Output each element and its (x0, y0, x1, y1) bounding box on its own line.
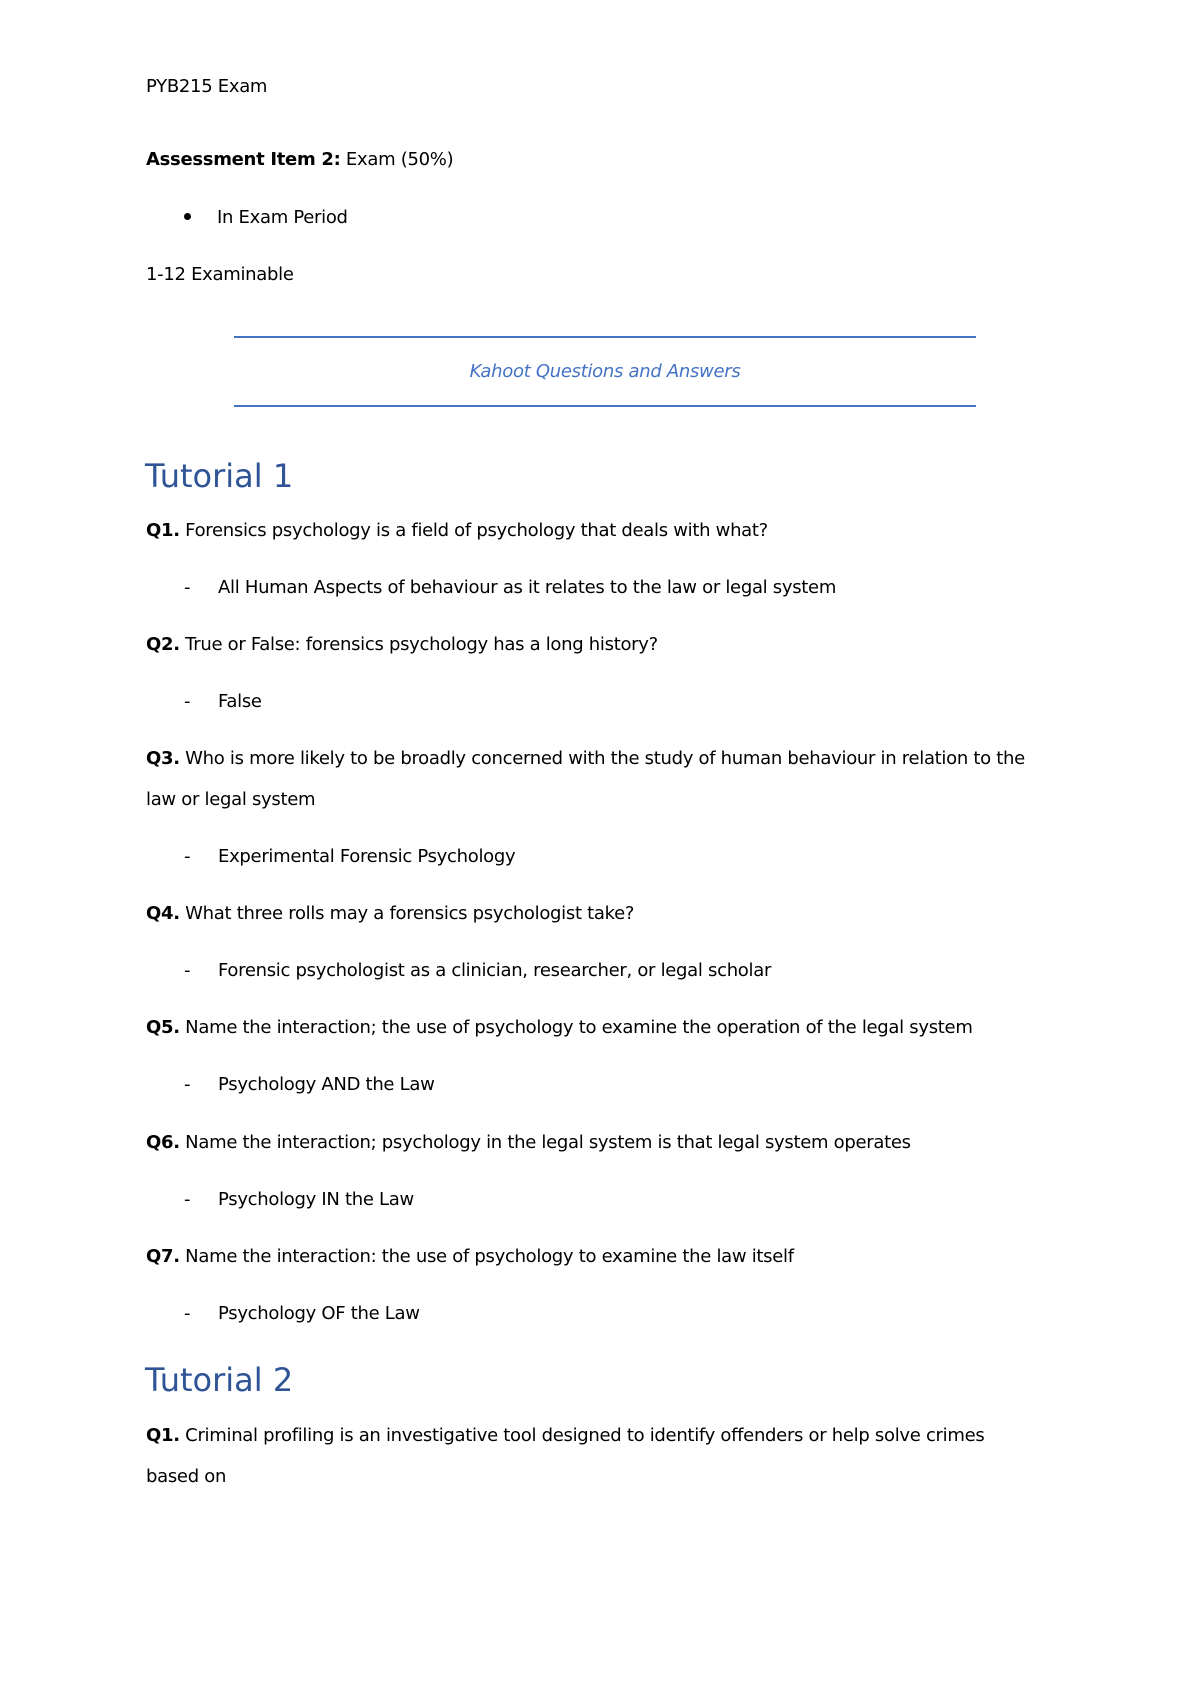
bullet-icon (184, 213, 191, 220)
question-5 (146, 1016, 973, 1040)
bullet-item (184, 206, 348, 230)
answer-text: Psychology OF the Law (218, 1303, 420, 1324)
question-3 (146, 747, 1025, 771)
question-text: Name the interaction; psychology in the legal system is that legal system operates (179, 1132, 911, 1153)
tutorial-2-question-1-continued: based on (146, 1466, 227, 1487)
question-3-continued: law or legal system (146, 789, 316, 810)
bullet-text: In Exam Period (217, 207, 348, 228)
question-text: True or False: forensics psychology has a long history? (179, 634, 658, 655)
question-label: Q2. (146, 634, 180, 655)
question-label: Q4. (146, 903, 180, 924)
answer-text: All Human Aspects of behaviour as it relates to the law or legal system (218, 577, 837, 598)
question-text: Name the interaction; the use of psychology to examine the operation of the legal system (179, 1017, 973, 1038)
answer-3: - Experimental Forensic Psychology (184, 846, 516, 867)
quote-top-rule (234, 336, 976, 338)
examinable-note: 1-12 Examinable (146, 264, 294, 285)
question-text: Forensics psychology is a field of psychology that deals with what? (179, 520, 768, 541)
question-1 (146, 519, 768, 543)
question-label: Q7. (146, 1246, 180, 1267)
answer-7: - Psychology OF the Law (184, 1303, 420, 1324)
question-text: Who is more likely to be broadly concerned with the study of human behaviour in relation to the (179, 748, 1025, 769)
intense-quote: Kahoot Questions and Answers (469, 361, 741, 382)
question-text: Criminal profiling is an investigative tool designed to identify offenders or help solve crimes (179, 1425, 985, 1446)
question-6 (146, 1131, 911, 1155)
tutorial-1-heading: Tutorial 1 (145, 457, 294, 495)
assessment-line (146, 148, 453, 172)
question-text: Name the interaction: the use of psychology to examine the law itself (179, 1246, 794, 1267)
answer-text: Experimental Forensic Psychology (218, 846, 516, 867)
answer-5: - Psychology AND the Law (184, 1074, 435, 1095)
assessment-value: Exam (50%) (340, 149, 454, 170)
question-4 (146, 902, 634, 926)
tutorial-2-heading: Tutorial 2 (145, 1361, 294, 1399)
answer-2: - False (184, 691, 262, 712)
answer-text: Forensic psychologist as a clinician, researcher, or legal scholar (218, 960, 772, 981)
question-label: Q1. (146, 520, 180, 541)
tutorial-2-question-1 (146, 1424, 984, 1448)
quote-bottom-rule (234, 405, 976, 407)
document-header: PYB215 Exam (146, 76, 268, 97)
answer-4: - Forensic psychologist as a clinician, researcher, or legal scholar (184, 960, 772, 981)
question-2 (146, 633, 658, 657)
question-label: Q1. (146, 1425, 180, 1446)
answer-text: Psychology AND the Law (218, 1074, 435, 1095)
question-7 (146, 1245, 794, 1269)
question-label: Q3. (146, 748, 180, 769)
question-label: Q5. (146, 1017, 180, 1038)
answer-text: False (218, 691, 262, 712)
answer-6: - Psychology IN the Law (184, 1189, 414, 1210)
question-text: What three rolls may a forensics psychologist take? (179, 903, 635, 924)
assessment-label: Assessment Item 2: (146, 149, 341, 170)
answer-text: Psychology IN the Law (218, 1189, 414, 1210)
answer-1: - All Human Aspects of behaviour as it relates to the law or legal system (184, 577, 837, 598)
question-label: Q6. (146, 1132, 180, 1153)
